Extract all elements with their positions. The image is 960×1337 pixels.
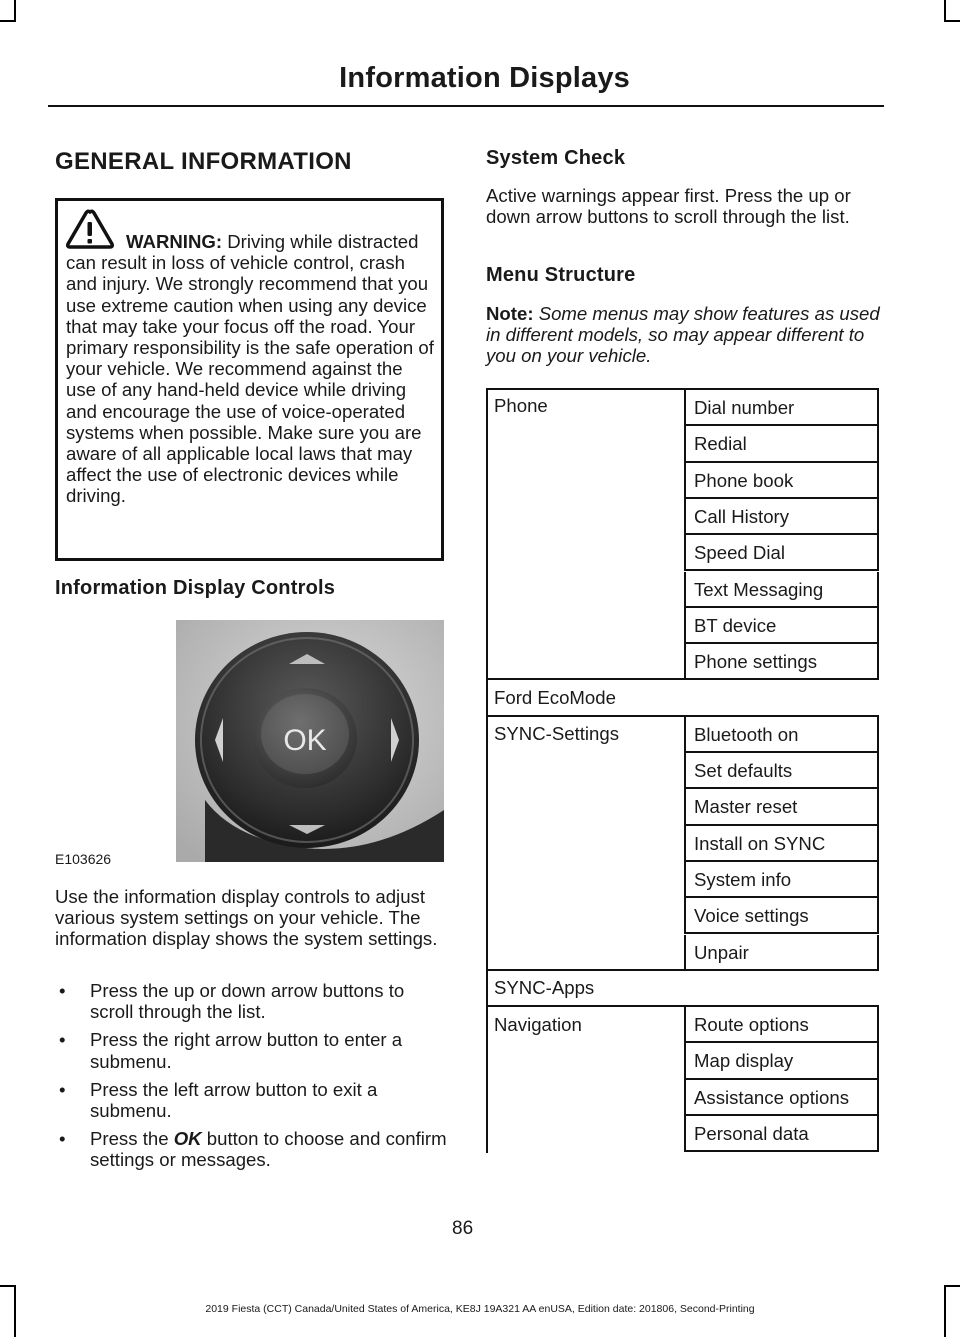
warning-triangle-icon <box>64 207 116 253</box>
menu-item: BT device <box>684 608 879 644</box>
menu-group-phone: Phone <box>494 395 548 416</box>
menu-item: Phone book <box>684 463 879 499</box>
menu-item: Personal data <box>684 1116 879 1152</box>
menu-group-ecomode: Ford EcoMode <box>494 687 616 708</box>
display-controls-heading: Information Display Controls <box>55 577 336 599</box>
system-check-text: Active warnings appear first. Press the up or down arrow buttons to scroll through the list. <box>486 185 851 228</box>
menu-item: Master reset <box>684 789 879 825</box>
list-item: • Press the right arrow button to enter a submenu. <box>55 1029 450 1071</box>
menu-item: Speed Dial <box>684 535 879 571</box>
menu-note: Note: Some menus may show features as used in different models, so may appear different to you on your vehicle. <box>486 303 880 367</box>
crop-mark <box>0 20 16 22</box>
warning-box <box>55 198 444 561</box>
crop-mark <box>0 1285 16 1287</box>
crop-mark <box>944 0 946 22</box>
menu-item: Assistance options <box>684 1080 879 1116</box>
menu-item: Dial number <box>684 390 879 426</box>
menu-group-sync-apps: SYNC-Apps <box>494 977 595 998</box>
crop-mark <box>14 0 16 22</box>
crop-mark <box>944 1285 960 1287</box>
page-number: 86 <box>452 1218 474 1239</box>
general-information-heading: GENERAL INFORMATION <box>55 148 352 175</box>
system-check-heading: System Check <box>486 147 626 169</box>
menu-item: System info <box>684 862 879 898</box>
ok-button-label: OK <box>283 724 327 757</box>
list-item: • Press the left arrow button to exit a submenu. <box>55 1079 450 1121</box>
figure-code: E103626 <box>55 851 112 867</box>
menu-item: Install on SYNC <box>684 826 879 862</box>
page-footer: 2019 Fiesta (CCT) Canada/United States of America, KE8J 19A321 AA enUSA, Edition date: 201806, Second-Printing <box>205 1303 755 1315</box>
menu-group-navigation: Navigation <box>494 1014 582 1035</box>
menu-item: Redial <box>684 426 879 462</box>
display-controls-figure <box>55 620 444 870</box>
menu-item: Phone settings <box>684 644 879 680</box>
controls-intro: Use the information display controls to adjust various system settings on your vehicle. The information display shows the system settings. <box>55 886 438 950</box>
menu-item: Text Messaging <box>684 572 879 608</box>
menu-item: Call History <box>684 499 879 535</box>
menu-structure-table <box>486 388 879 1153</box>
controls-bullet-list <box>55 980 450 1178</box>
warning-label: WARNING: <box>126 231 223 252</box>
menu-item: Set defaults <box>684 753 879 789</box>
menu-item: Route options <box>684 1007 879 1043</box>
menu-item: Bluetooth on <box>684 717 879 753</box>
menu-group-sync-settings: SYNC-Settings <box>494 723 620 744</box>
menu-item: Unpair <box>684 935 879 971</box>
menu-structure-heading: Menu Structure <box>486 264 636 286</box>
menu-item: Voice settings <box>684 898 879 934</box>
page-header-title: Information Displays <box>339 62 630 94</box>
list-item: • Press the OK button to choose and confirm settings or messages. <box>55 1128 450 1170</box>
header-divider <box>48 105 884 107</box>
list-item: • Press the up or down arrow buttons to scroll through the list. <box>55 980 450 1022</box>
warning-text: Driving while distracted can result in loss of vehicle control, crash and injury. We strongly recommend that you use extreme caution when using any device that may take your focus off the road. Your primary responsibility is the safe operation of your vehicle. We recommend against the use of any hand-held device while driving and encourage the use of voice-operated systems when possible. Make sure you are aware of all applicable local laws that may affect the use of electronic devices while driving. <box>66 231 434 507</box>
crop-mark <box>944 20 960 22</box>
menu-item: Map display <box>684 1043 879 1079</box>
steering-control-illustration <box>55 620 444 870</box>
